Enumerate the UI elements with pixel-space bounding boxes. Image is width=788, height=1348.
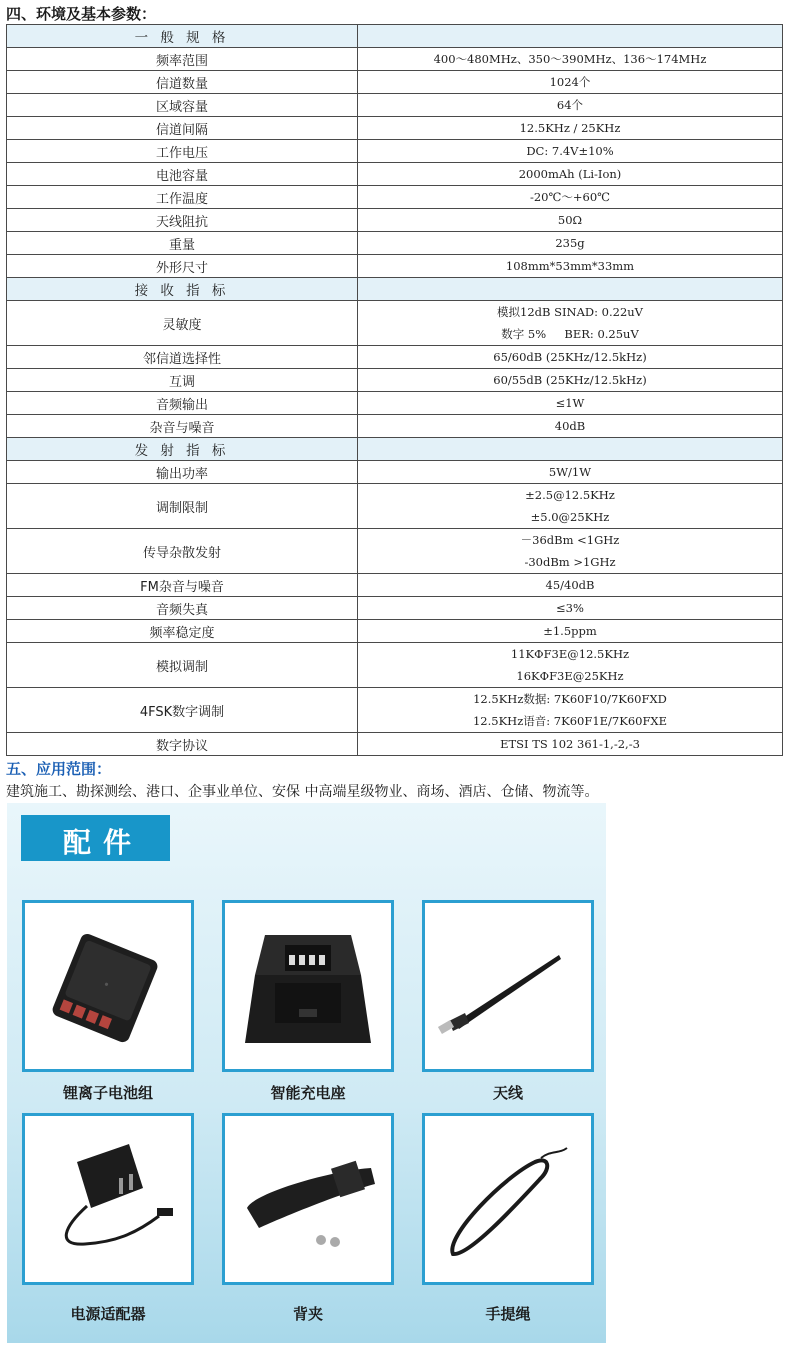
table-row bbox=[7, 301, 783, 346]
spec-label: 模拟调制 bbox=[7, 643, 358, 688]
accessory-card-antenna bbox=[422, 900, 594, 1072]
spec-value-line: 11KΦF3E@12.5KHz bbox=[510, 647, 630, 661]
application-text: 建筑施工、勘探测绘、港口、企事业单位、安保 中高端星级物业、商场、酒店、仓储、物流等。 bbox=[6, 784, 599, 800]
spec-value: 2000mAh (Li-Ion) bbox=[358, 163, 783, 186]
spec-label: FM杂音与噪音 bbox=[7, 574, 358, 597]
table-row bbox=[7, 94, 783, 117]
transmit-header-row bbox=[7, 438, 783, 461]
table-row bbox=[7, 415, 783, 438]
table-row bbox=[7, 255, 783, 278]
spec-value-line: 数字 5% BER: 0.25uV bbox=[501, 327, 639, 341]
spec-value: 60/55dB (25KHz/12.5kHz) bbox=[358, 369, 783, 392]
spec-value-line: 12.5KHz数据: 7K60F10/7K60FXD bbox=[473, 692, 667, 706]
power-adapter-icon bbox=[25, 1116, 191, 1282]
spec-value: 64个 bbox=[358, 94, 783, 117]
spec-label: 重量 bbox=[7, 232, 358, 255]
spec-value bbox=[358, 643, 783, 688]
spec-label: 4FSK数字调制 bbox=[7, 688, 358, 733]
spec-value-line: 16KΦF3E@25KHz bbox=[516, 669, 624, 683]
accessories-panel bbox=[7, 803, 606, 1343]
table-row bbox=[7, 392, 783, 415]
spec-value: ETSI TS 102 361-1,-2,-3 bbox=[358, 733, 783, 756]
spec-label: 杂音与噪音 bbox=[7, 415, 358, 438]
spec-label: 数字协议 bbox=[7, 733, 358, 756]
table-row bbox=[7, 597, 783, 620]
table-row bbox=[7, 688, 783, 733]
accessory-label: 电源适配器 bbox=[70, 1305, 146, 1323]
table-row bbox=[7, 620, 783, 643]
spec-value-line: 模拟12dB SINAD: 0.22uV bbox=[497, 305, 643, 319]
accessory-label: 智能充电座 bbox=[270, 1084, 346, 1102]
spec-value-line: －36dBm <1GHz bbox=[520, 533, 620, 547]
table-row bbox=[7, 117, 783, 140]
spec-value: DC: 7.4V±10% bbox=[358, 140, 783, 163]
spec-label: 传导杂散发射 bbox=[7, 529, 358, 574]
accessory-card-adapter bbox=[22, 1113, 194, 1285]
battery-icon bbox=[25, 903, 191, 1069]
spec-value: 235g bbox=[358, 232, 783, 255]
accessory-card-beltclip bbox=[222, 1113, 394, 1285]
spec-label: 频率范围 bbox=[7, 48, 358, 71]
belt-clip-icon bbox=[225, 1116, 391, 1282]
spec-label: 区域容量 bbox=[7, 94, 358, 117]
spec-value: 50Ω bbox=[358, 209, 783, 232]
table-row bbox=[7, 733, 783, 756]
general-header: 一 般 规 格 bbox=[7, 25, 358, 48]
spec-value: 65/60dB (25KHz/12.5kHz) bbox=[358, 346, 783, 369]
general-header-row bbox=[7, 25, 783, 48]
table-row bbox=[7, 232, 783, 255]
accessory-label: 锂离子电池组 bbox=[62, 1084, 153, 1102]
spec-value: 45/40dB bbox=[358, 574, 783, 597]
spec-value bbox=[358, 484, 783, 529]
receive-header: 接 收 指 标 bbox=[7, 278, 358, 301]
spec-label: 灵敏度 bbox=[7, 301, 358, 346]
accessory-card-lanyard bbox=[422, 1113, 594, 1285]
accessory-label: 手提绳 bbox=[485, 1305, 531, 1323]
spec-value: 40dB bbox=[358, 415, 783, 438]
table-row bbox=[7, 346, 783, 369]
accessory-card-battery bbox=[22, 900, 194, 1072]
table-row bbox=[7, 71, 783, 94]
spec-label: 信道间隔 bbox=[7, 117, 358, 140]
spec-label: 输出功率 bbox=[7, 461, 358, 484]
spec-label: 天线阻抗 bbox=[7, 209, 358, 232]
charger-icon bbox=[225, 903, 391, 1069]
receive-header-row bbox=[7, 278, 783, 301]
table-row bbox=[7, 140, 783, 163]
spec-value: 108mm*53mm*33mm bbox=[358, 255, 783, 278]
accessories-title: 配件 bbox=[63, 826, 144, 859]
accessories-title-bar bbox=[21, 815, 170, 861]
spec-value-line: -30dBm >1GHz bbox=[524, 555, 616, 569]
spec-label: 互调 bbox=[7, 369, 358, 392]
spec-label: 音频输出 bbox=[7, 392, 358, 415]
spec-value: ≤1W bbox=[358, 392, 783, 415]
table-row bbox=[7, 209, 783, 232]
table-row bbox=[7, 186, 783, 209]
spec-value-line: ±2.5@12.5KHz bbox=[525, 488, 615, 502]
spec-value: 5W/1W bbox=[358, 461, 783, 484]
table-row bbox=[7, 461, 783, 484]
table-row bbox=[7, 163, 783, 186]
spec-value bbox=[358, 529, 783, 574]
spec-label: 工作电压 bbox=[7, 140, 358, 163]
spec-value bbox=[358, 301, 783, 346]
section5-title: 五、应用范围： bbox=[6, 760, 112, 778]
table-row bbox=[7, 574, 783, 597]
transmit-header: 发 射 指 标 bbox=[7, 438, 358, 461]
spec-label: 信道数量 bbox=[7, 71, 358, 94]
spec-label: 音频失真 bbox=[7, 597, 358, 620]
spec-label: 外形尺寸 bbox=[7, 255, 358, 278]
spec-value: 400～480MHz、350～390MHz、136～174MHz bbox=[358, 48, 783, 71]
spec-value bbox=[358, 688, 783, 733]
spec-label: 电池容量 bbox=[7, 163, 358, 186]
spec-label: 工作温度 bbox=[7, 186, 358, 209]
table-row bbox=[7, 48, 783, 71]
accessory-label: 背夹 bbox=[292, 1305, 323, 1323]
spec-label: 频率稳定度 bbox=[7, 620, 358, 643]
spec-value: ±1.5ppm bbox=[358, 620, 783, 643]
spec-value-line: 12.5KHz语音: 7K60F1E/7K60FXE bbox=[472, 714, 668, 728]
spec-label: 邻信道选择性 bbox=[7, 346, 358, 369]
section4-title: 四、环境及基本参数： bbox=[6, 5, 157, 23]
spec-value: ≤3% bbox=[358, 597, 783, 620]
table-row bbox=[7, 369, 783, 392]
accessory-label: 天线 bbox=[492, 1084, 523, 1102]
table-row bbox=[7, 643, 783, 688]
lanyard-icon bbox=[425, 1116, 591, 1282]
antenna-icon bbox=[425, 903, 591, 1069]
spec-value: 12.5KHz / 25KHz bbox=[358, 117, 783, 140]
spec-value-line: ±5.0@25KHz bbox=[530, 510, 610, 524]
table-row bbox=[7, 484, 783, 529]
table-row bbox=[7, 529, 783, 574]
accessory-card-charger bbox=[222, 900, 394, 1072]
spec-label: 调制限制 bbox=[7, 484, 358, 529]
spec-value: 1024个 bbox=[358, 71, 783, 94]
spec-table bbox=[6, 24, 783, 756]
spec-value: -20℃～+60℃ bbox=[358, 186, 783, 209]
